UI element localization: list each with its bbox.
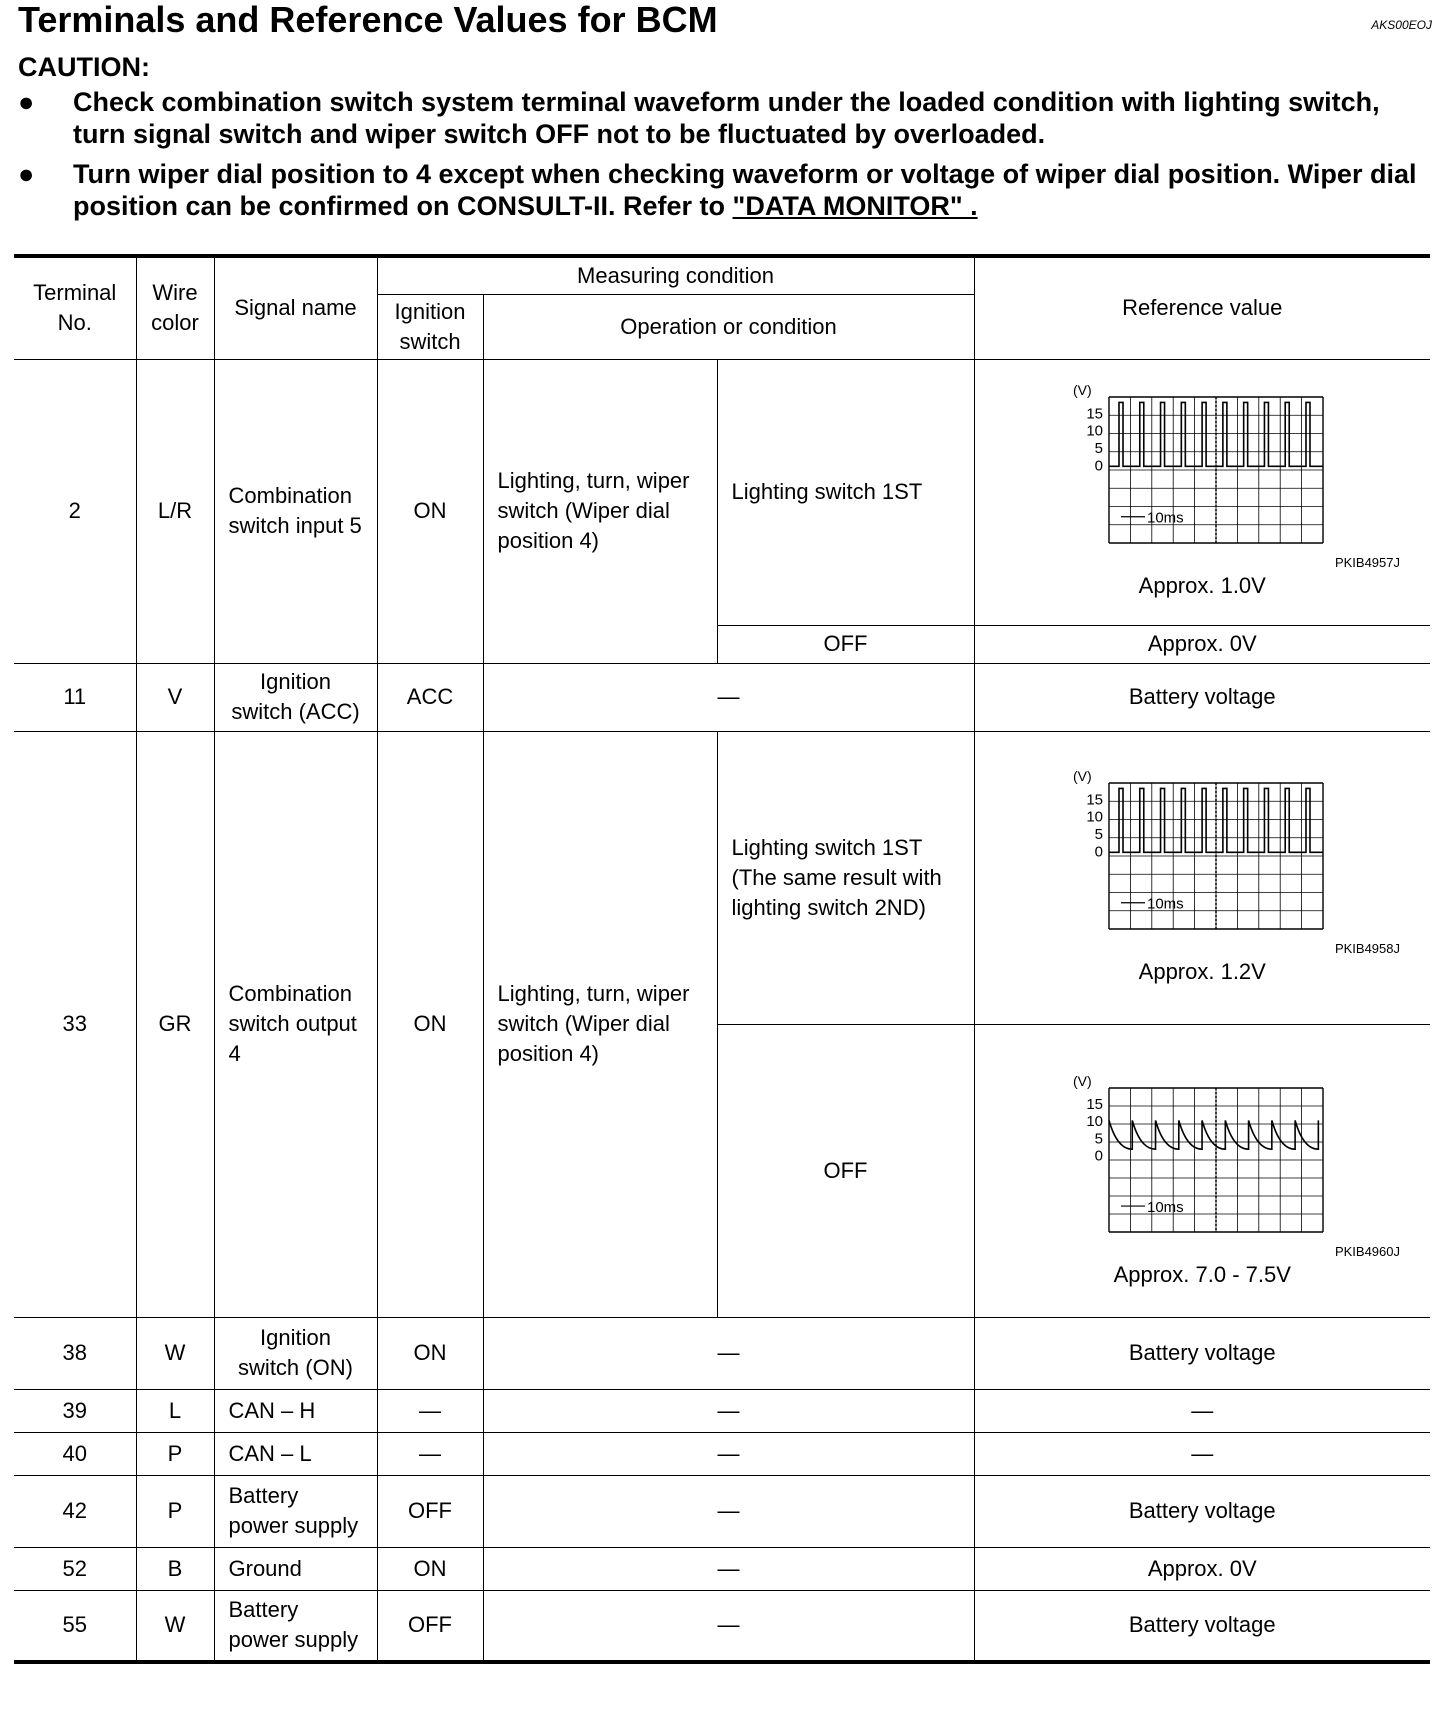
y-tick-label: 15 xyxy=(1086,405,1104,423)
operation: — xyxy=(483,1590,974,1662)
unit-label: (V) xyxy=(1073,1072,1092,1089)
time-div-label: 10ms xyxy=(1147,509,1184,527)
table-row xyxy=(14,359,1430,625)
data-monitor-link[interactable]: "DATA MONITOR" . xyxy=(732,191,978,221)
header-signal: Signal name xyxy=(214,256,377,359)
wire-color: L xyxy=(136,1389,214,1432)
header-operation: Operation or condition xyxy=(483,294,974,359)
caution-bullet xyxy=(18,86,1428,150)
operation: — xyxy=(483,1432,974,1475)
operation: — xyxy=(483,663,974,731)
y-tick-label: 0 xyxy=(1094,842,1104,860)
waveform-graph xyxy=(1067,769,1337,941)
header-terminal: Terminal No. xyxy=(14,256,136,359)
reference-value: — xyxy=(974,1389,1430,1432)
wire-color: W xyxy=(136,1590,214,1662)
signal-name: Ground xyxy=(214,1547,377,1590)
reference-value: Approx. 1.2V xyxy=(1138,958,1266,984)
y-tick-label: 10 xyxy=(1086,808,1104,826)
table-row xyxy=(14,1475,1430,1547)
signal-name: CAN – L xyxy=(214,1432,377,1475)
figure-id: PKIB4960J xyxy=(1334,1243,1400,1259)
wire-color: GR xyxy=(136,731,214,1317)
terminal-no: 40 xyxy=(14,1432,136,1475)
document-id: AKS00EOJ xyxy=(1371,18,1432,32)
caution-bullet xyxy=(18,158,1428,222)
signal-name: Battery power supply xyxy=(214,1590,377,1662)
y-tick-label: 5 xyxy=(1094,440,1104,458)
wire-color: W xyxy=(136,1317,214,1389)
wire-color: P xyxy=(136,1432,214,1475)
reference-cell xyxy=(974,731,1430,1024)
signal-name: CAN – H xyxy=(214,1389,377,1432)
condition: OFF xyxy=(717,625,974,663)
signal-name: Ignition switch (ON) xyxy=(214,1317,377,1389)
unit-label: (V) xyxy=(1073,768,1092,784)
wire-color: L/R xyxy=(136,359,214,663)
terminal-table xyxy=(14,254,1430,1664)
ignition-state: — xyxy=(377,1432,483,1475)
signal-name: Ignition switch (ACC) xyxy=(214,663,377,731)
caution-text: Check combination switch system terminal waveform under the loaded condition with lighting switch, turn signal switch and wiper switch OFF not to be fluctuated by overloaded. xyxy=(73,87,1380,149)
ignition-state: — xyxy=(377,1389,483,1432)
reference-value: Approx. 0V xyxy=(974,625,1430,663)
y-tick-label: 10 xyxy=(1086,1112,1104,1130)
operation: — xyxy=(483,1389,974,1432)
terminal-no: 52 xyxy=(14,1547,136,1590)
header-wire: Wire color xyxy=(136,256,214,359)
y-tick-label: 15 xyxy=(1086,790,1104,808)
signal-name: Combination switch input 5 xyxy=(214,359,377,663)
reference-value: Approx. 0V xyxy=(974,1547,1430,1590)
y-tick-label: 0 xyxy=(1094,457,1104,475)
signal-name: Battery power supply xyxy=(214,1475,377,1547)
caution-label: CAUTION: xyxy=(18,52,150,82)
ignition-state: ACC xyxy=(377,663,483,731)
unit-label: (V) xyxy=(1073,383,1092,398)
caution-text: Turn wiper dial position to 4 except when checking waveform or voltage of wiper dial position. Wiper dial position can be confirmed on CONSULT-II. Refer to xyxy=(73,159,1417,221)
reference-value: Battery voltage xyxy=(974,1475,1430,1547)
terminal-no: 38 xyxy=(14,1317,136,1389)
terminal-no: 2 xyxy=(14,359,136,663)
bullet-icon: ● xyxy=(18,159,35,189)
condition: Lighting switch 1ST xyxy=(717,359,974,625)
waveform-trace xyxy=(1109,1120,1318,1149)
terminal-no: 11 xyxy=(14,663,136,731)
bullet-icon: ● xyxy=(18,87,35,117)
header-reference: Reference value xyxy=(974,256,1430,359)
terminal-no: 55 xyxy=(14,1590,136,1662)
terminal-no: 39 xyxy=(14,1389,136,1432)
operation: — xyxy=(483,1475,974,1547)
y-tick-label: 10 xyxy=(1086,422,1104,440)
signal-name: Combination switch output 4 xyxy=(214,731,377,1317)
waveform-graph xyxy=(1067,383,1337,555)
time-div-label: 10ms xyxy=(1147,1198,1184,1216)
operation: Lighting, turn, wiper switch (Wiper dial position 4) xyxy=(483,731,717,1317)
table-row xyxy=(14,731,1430,1024)
operation: — xyxy=(483,1317,974,1389)
y-tick-label: 5 xyxy=(1094,825,1104,843)
figure-id: PKIB4957J xyxy=(1334,555,1400,570)
ignition-state: ON xyxy=(377,359,483,663)
reference-cell xyxy=(974,1024,1430,1317)
table-row xyxy=(14,663,1430,731)
reference-value: Approx. 1.0V xyxy=(1138,573,1266,598)
waveform-graph xyxy=(1067,1052,1337,1244)
reference-value: Battery voltage xyxy=(974,1317,1430,1389)
reference-value: Battery voltage xyxy=(974,663,1430,731)
reference-value: — xyxy=(974,1432,1430,1475)
operation: Lighting, turn, wiper switch (Wiper dial position 4) xyxy=(483,359,717,663)
table-row xyxy=(14,1547,1430,1590)
wire-color: V xyxy=(136,663,214,731)
ignition-state: ON xyxy=(377,1317,483,1389)
table-row xyxy=(14,1432,1430,1475)
header-ignition: Ignition switch xyxy=(377,294,483,359)
terminal-no: 33 xyxy=(14,731,136,1317)
ignition-state: ON xyxy=(377,1547,483,1590)
ignition-state: OFF xyxy=(377,1475,483,1547)
table-row xyxy=(14,1389,1430,1432)
ignition-state: ON xyxy=(377,731,483,1317)
condition: OFF xyxy=(717,1024,974,1317)
ignition-state: OFF xyxy=(377,1590,483,1662)
operation: — xyxy=(483,1547,974,1590)
reference-value: Approx. 7.0 - 7.5V xyxy=(1113,1261,1291,1287)
y-tick-label: 5 xyxy=(1094,1129,1104,1147)
wire-color: P xyxy=(136,1475,214,1547)
y-tick-label: 15 xyxy=(1086,1095,1104,1113)
header-measuring: Measuring condition xyxy=(377,256,974,294)
reference-cell xyxy=(974,359,1430,625)
condition: Lighting switch 1ST (The same result with lighting switch 2ND) xyxy=(717,731,974,1024)
y-tick-label: 0 xyxy=(1094,1146,1104,1164)
page-title: Terminals and Reference Values for BCM xyxy=(18,0,718,40)
terminal-no: 42 xyxy=(14,1475,136,1547)
table-row xyxy=(14,1317,1430,1389)
reference-value: Battery voltage xyxy=(974,1590,1430,1662)
time-div-label: 10ms xyxy=(1147,895,1184,913)
figure-id: PKIB4958J xyxy=(1334,940,1400,956)
table-row xyxy=(14,1590,1430,1662)
caution-list xyxy=(18,86,1428,230)
wire-color: B xyxy=(136,1547,214,1590)
